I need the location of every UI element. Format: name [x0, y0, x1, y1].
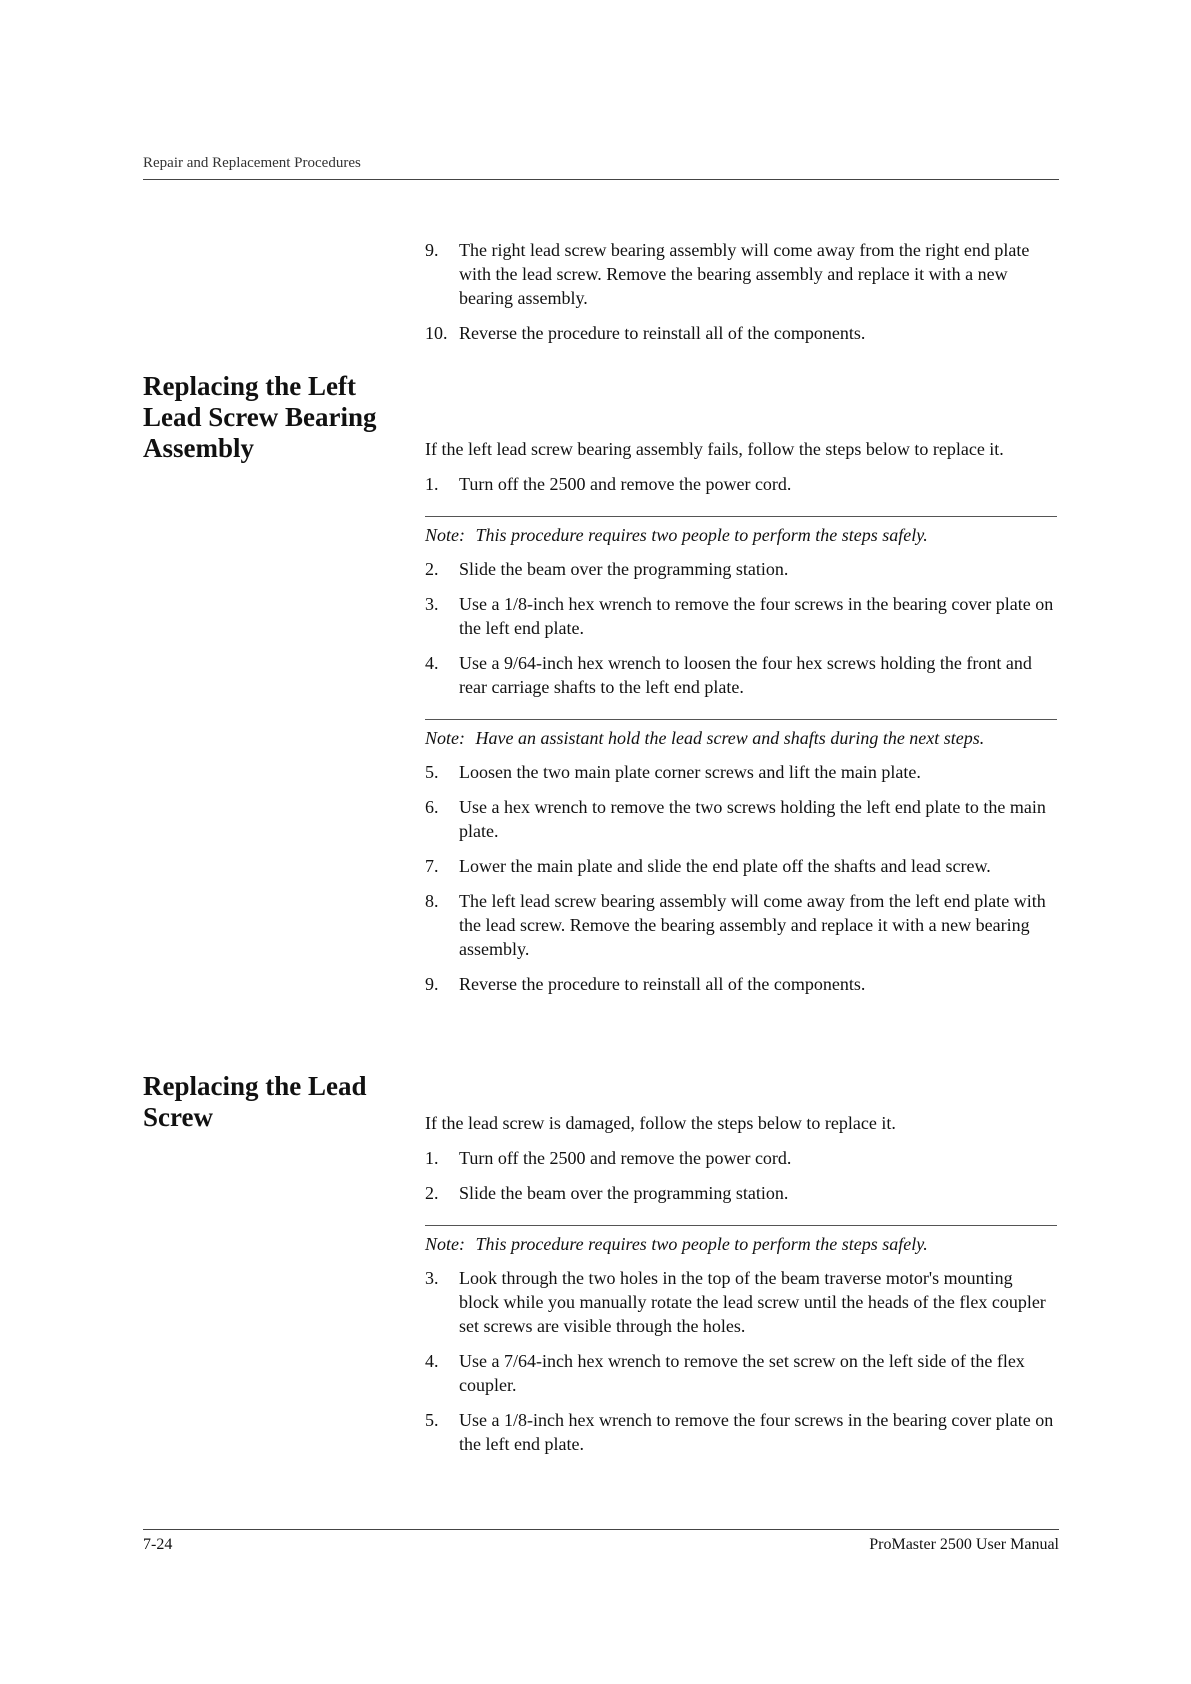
step-text: Use a hex wrench to remove the two screws holding the left end plate to the main plate.: [459, 797, 1046, 841]
step-number: 3.: [425, 1268, 439, 1288]
step-number: 2.: [425, 559, 439, 579]
step-item: [425, 972, 1057, 996]
top-steps: [425, 238, 1057, 356]
step-text: Use a 9/64-inch hex wrench to loosen the four hex screws holding the front and rear carriage shafts to the left end plate.: [459, 653, 1032, 697]
section-heading-lead-screw: Replacing the Lead Screw: [143, 1071, 367, 1132]
safety-note: [425, 1225, 1057, 1256]
step-number: 4.: [425, 1351, 439, 1371]
assistant-note: [425, 719, 1057, 750]
step-text: Look through the two holes in the top of the beam traverse motor's mounting block while you manually rotate the lead screw until the heads of the flex coupler set screws are visible through the holes.: [459, 1268, 1046, 1336]
step-text: Turn off the 2500 and remove the power cord.: [459, 474, 792, 494]
step-item: [425, 795, 1057, 843]
step-text: Use a 7/64-inch hex wrench to remove the set screw on the left side of the flex coupler.: [459, 1351, 1025, 1395]
step-text: Reverse the procedure to reinstall all of the components.: [459, 974, 866, 994]
step-item: [425, 1349, 1057, 1397]
step-text: Reverse the procedure to reinstall all of the components.: [459, 323, 866, 343]
step-item: [425, 238, 1057, 310]
step-text: Turn off the 2500 and remove the power cord.: [459, 1148, 792, 1168]
step-number: 1.: [425, 1148, 439, 1168]
step-item: [425, 854, 1057, 878]
step-item: [425, 1408, 1057, 1456]
section-heading-left-bearing: Replacing the Left Lead Screw Bearing Assembly: [143, 371, 377, 463]
lead-screw-section: [425, 1111, 1057, 1467]
step-text: Slide the beam over the programming station.: [459, 1183, 789, 1203]
step-text: Use a 1/8-inch hex wrench to remove the four screws in the bearing cover plate on the left end plate.: [459, 594, 1054, 638]
note-label: Note:: [425, 1234, 465, 1254]
running-header: Repair and Replacement Procedures: [143, 155, 361, 171]
step-item: [425, 321, 1057, 345]
step-item: [425, 889, 1057, 961]
step-number: 10.: [425, 323, 448, 343]
left-bearing-section: [425, 437, 1057, 1007]
step-item: [425, 557, 1057, 581]
step-number: 6.: [425, 797, 439, 817]
step-number: 4.: [425, 653, 439, 673]
step-text: Slide the beam over the programming station.: [459, 559, 789, 579]
step-text: The left lead screw bearing assembly will come away from the left end plate with the lead screw. Remove the bearing assembly and replace it with a new bearing assembly.: [459, 891, 1046, 959]
step-text: The right lead screw bearing assembly will come away from the right end plate with the lead screw. Remove the bearing assembly and replace it with a new bearing assembly.: [459, 240, 1030, 308]
safety-note: [425, 516, 1057, 547]
step-item: [425, 1181, 1057, 1205]
step-number: 5.: [425, 1410, 439, 1430]
step-number: 8.: [425, 891, 439, 911]
footer-rule: [143, 1529, 1059, 1530]
note-label: Note:: [425, 728, 465, 748]
note-text: Have an assistant hold the lead screw and shafts during the next steps.: [475, 728, 985, 748]
step-text: Loosen the two main plate corner screws and lift the main plate.: [459, 762, 921, 782]
header-rule: [143, 179, 1059, 180]
step-number: 3.: [425, 594, 439, 614]
page-number: 7-24: [143, 1536, 173, 1553]
step-text: Lower the main plate and slide the end plate off the shafts and lead screw.: [459, 856, 991, 876]
section-intro: If the left lead screw bearing assembly fails, follow the steps below to replace it.: [425, 439, 1004, 459]
note-text: This procedure requires two people to perform the steps safely.: [475, 1234, 928, 1254]
step-number: 9.: [425, 240, 439, 260]
step-number: 7.: [425, 856, 439, 876]
step-item: [425, 472, 1057, 496]
manual-title: ProMaster 2500 User Manual: [869, 1536, 1059, 1553]
step-number: 2.: [425, 1183, 439, 1203]
section-intro: If the lead screw is damaged, follow the steps below to replace it.: [425, 1113, 896, 1133]
step-item: [425, 1266, 1057, 1338]
step-number: 5.: [425, 762, 439, 782]
step-item: [425, 760, 1057, 784]
step-number: 1.: [425, 474, 439, 494]
note-text: This procedure requires two people to perform the steps safely.: [475, 525, 928, 545]
step-text: Use a 1/8-inch hex wrench to remove the four screws in the bearing cover plate on the left end plate.: [459, 1410, 1054, 1454]
note-label: Note:: [425, 525, 465, 545]
step-number: 9.: [425, 974, 439, 994]
step-item: [425, 651, 1057, 699]
step-item: [425, 1146, 1057, 1170]
step-item: [425, 592, 1057, 640]
